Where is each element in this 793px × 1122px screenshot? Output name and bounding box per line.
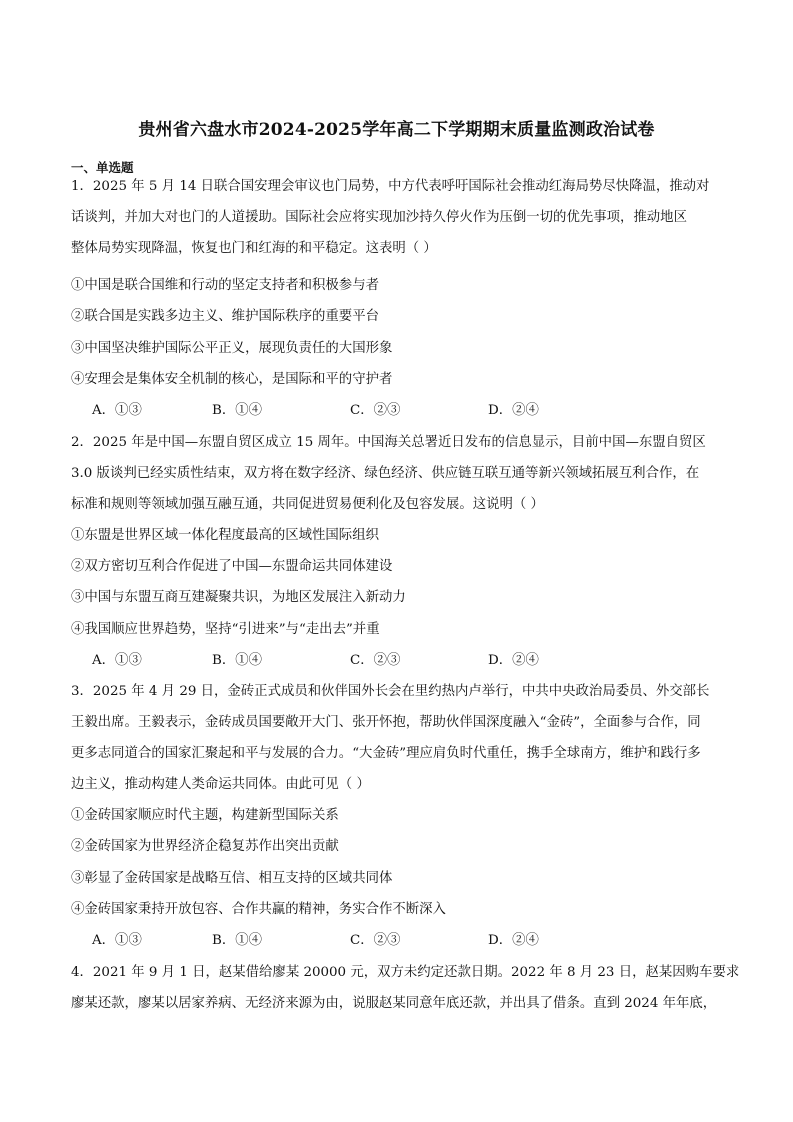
question-1-stem: [71, 171, 726, 264]
question-3-choice-d[interactable]: D．②④: [488, 933, 539, 948]
question-1-choice-a[interactable]: A．①③: [92, 403, 142, 418]
question-3-option-1: ①金砖国家顺应时代主题，构建新型国际关系: [71, 808, 339, 823]
question-1-option-2: ②联合国是实践多边主义、维护国际秩序的重要平台: [71, 309, 379, 324]
question-2-choice-b[interactable]: B．①④: [212, 653, 263, 668]
question-4-line-1: 4．2021 年 9 月 1 日，赵某借给廖某 20000 元，双方未约定还款日期。2022 年 8 月 23 日，赵某因购车要求: [71, 965, 740, 980]
question-2-line-2: 3.0 版谈判已经实质性结束，双方将在数字经济、绿色经济、供应链互联互通等新兴领域拓展互利合作，在: [71, 466, 700, 481]
page-title: 贵州省六盘水市2024-2025学年高二下学期期末质量监测政治试卷: [138, 120, 655, 140]
question-2-option-1: ①东盟是世界区域一体化程度最高的区域性国际组织: [71, 528, 379, 543]
question-2-line-1: 2．2025 年是中国—东盟自贸区成立 15 周年。中国海关总署近日发布的信息显示，目前中国—东盟自贸区: [71, 435, 706, 450]
question-3-line-2: 王毅出席。王毅表示，金砖成员国要敞开大门、张开怀抱，帮助伙伴国深度融入“金砖”，全面参与合作，同: [71, 715, 701, 730]
question-3-choice-a[interactable]: A．①③: [92, 933, 142, 948]
question-1-option-3: ③中国坚决维护国际公平正义，展现负责任的大国形象: [71, 341, 393, 356]
question-1-option-4: ④安理会是集体安全机制的核心，是国际和平的守护者: [71, 372, 393, 387]
question-2-choice-c[interactable]: C．②③: [350, 653, 401, 668]
question-2-option-4: ④我国顺应世界趋势，坚持“引进来”与“走出去”并重: [71, 622, 380, 637]
question-2-option-3: ③中国与东盟互商互建凝聚共识，为地区发展注入新动力: [71, 590, 406, 605]
question-2-stem: [71, 427, 726, 520]
question-1-line-2: 话谈判，并加大对也门的人道援助。国际社会应将实现加沙持久停火作为压倒一切的优先事项，推动地区: [71, 210, 687, 225]
question-3-option-4: ④金砖国家秉持开放包容、合作共赢的精神，务实合作不断深入: [71, 902, 446, 917]
question-3-choice-b[interactable]: B．①④: [212, 933, 263, 948]
question-3-line-4: 边主义，推动构建人类命运共同体。由此可见（ ）: [71, 777, 370, 792]
question-3-line-3: 更多志同道合的国家汇聚起和平与发展的合力。“大金砖”理应肩负时代重任，携手全球南方，维护和践行多: [71, 746, 701, 761]
question-3-option-3: ③彰显了金砖国家是战略互信、相互支持的区域共同体: [71, 871, 393, 886]
section-heading: 一、单选题: [71, 160, 134, 175]
question-3-stem: [71, 676, 726, 800]
question-1-choice-b[interactable]: B．①④: [212, 403, 263, 418]
question-3-line-1: 3．2025 年 4 月 29 日，金砖正式成员和伙伴国外长会在里约热内卢举行，中共中央政治局委员、外交部长: [71, 684, 710, 699]
question-4-stem: [71, 957, 740, 1019]
question-2-line-3: 标准和规则等领域加强互融互通，共同促进贸易便利化及包容发展。这说明（ ）: [71, 497, 544, 512]
question-2-option-2: ②双方密切互利合作促进了中国—东盟命运共同体建设: [71, 559, 393, 574]
question-3-option-2: ②金砖国家为世界经济企稳复苏作出突出贡献: [71, 839, 339, 854]
question-4-line-2: 廖某还款，廖某以居家养病、无经济来源为由，说服赵某同意年底还款，并出具了借条。直到 2024 年年底，: [71, 996, 717, 1011]
question-1-line-1: 1．2025 年 5 月 14 日联合国安理会审议也门局势，中方代表呼吁国际社会推动红海局势尽快降温，推动对: [71, 179, 710, 194]
question-1-line-3: 整体局势实现降温，恢复也门和红海的和平稳定。这表明（ ）: [71, 241, 437, 256]
question-1-choice-c[interactable]: C．②③: [350, 403, 401, 418]
question-1-option-1: ①中国是联合国维和行动的坚定支持者和积极参与者: [71, 278, 379, 293]
question-2-choice-a[interactable]: A．①③: [92, 653, 142, 668]
question-1-choice-d[interactable]: D．②④: [488, 403, 539, 418]
question-3-choice-c[interactable]: C．②③: [350, 933, 401, 948]
question-2-choice-d[interactable]: D．②④: [488, 653, 539, 668]
